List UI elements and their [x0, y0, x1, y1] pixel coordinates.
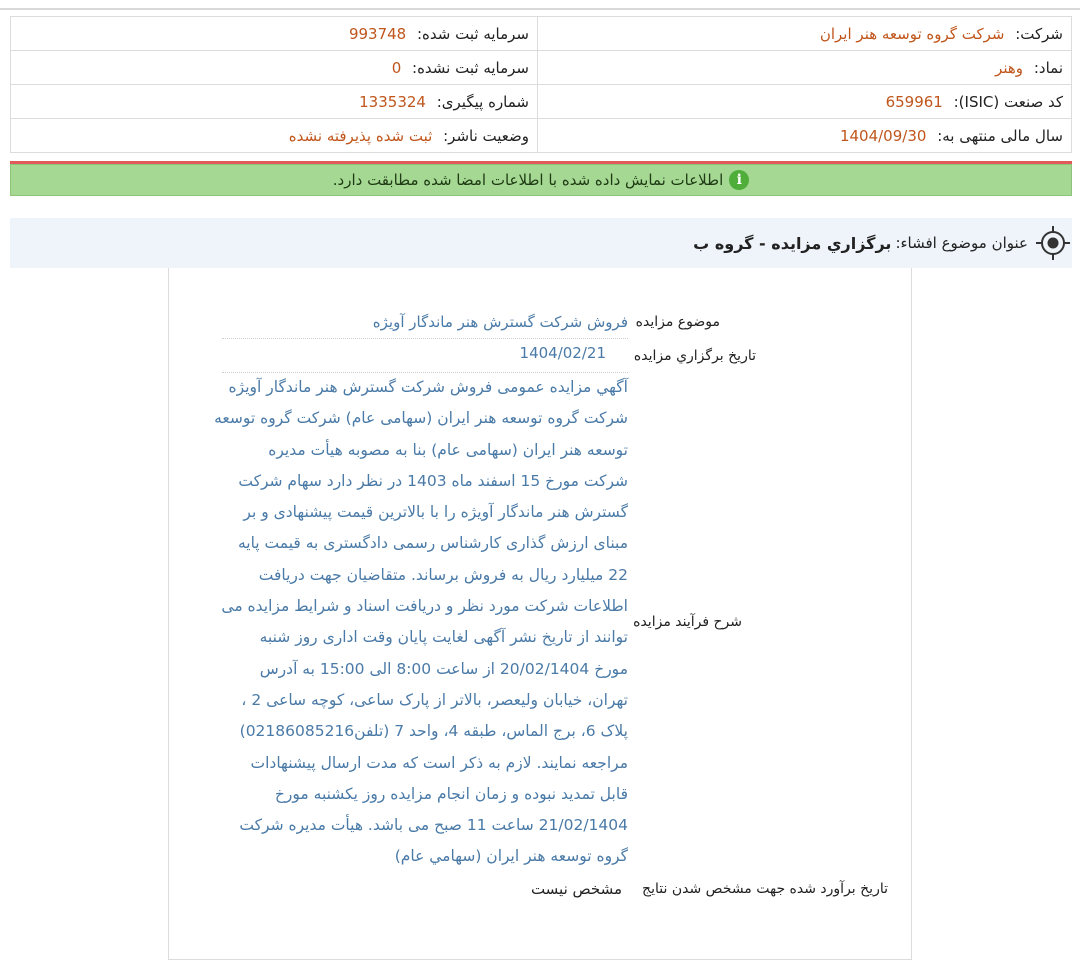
info-row-1 [11, 17, 1072, 51]
process-line: 22 میلیارد ریال به فروش برساند. متقاضیان جهت دریافت [258, 565, 628, 584]
process-line: 21/02/1404 ساعت 11 صبح می باشد. هیأت مدیره شرکت [239, 816, 628, 835]
symbol-cell [538, 51, 1072, 85]
result-date-value: مشخص نیست [530, 880, 622, 898]
process-line: آگهي مزايده عمومی فروش شرکت گسترش هنر ماندگار آويژه [228, 378, 628, 396]
auction-process-description [214, 372, 628, 873]
isic-cell [538, 85, 1072, 119]
top-divider [0, 8, 1080, 10]
publisher-status-cell [11, 119, 538, 153]
verification-notice [10, 164, 1072, 196]
process-line: شرکت گروه توسعه هنر ایران (سهامی عام) شرکت گروه توسعه [214, 409, 628, 428]
auction-process-label: شرح فرآیند مزایده [633, 614, 742, 630]
process-line: توسعه هنر ایران (سهامی عام) بنا به مصوبه هیأت مدیره [268, 440, 628, 459]
symbol-value[interactable]: وهنر [995, 58, 1024, 77]
subject-value: برگزاري مزايده - گروه ب [693, 233, 892, 253]
process-line: مراجعه نمایند. لازم به ذکر است که مدت ارسال پیشنهادات [250, 753, 628, 772]
auction-topic-value: فروش شرکت گسترش هنر ماندگار آویژه [372, 313, 628, 331]
symbol-label: نماد: [1033, 58, 1063, 77]
info-icon: i [729, 170, 749, 190]
auction-date-value: 1404/02/21 [519, 344, 606, 362]
company-info-table [10, 16, 1072, 153]
isic-value: 659961 [885, 92, 943, 111]
publisher-status-label: وضعیت ناشر: [443, 126, 529, 145]
auction-topic-label: موضوع مزایده [635, 314, 720, 330]
fiscal-year-cell [538, 119, 1072, 153]
verification-notice-text: اطلاعات نمایش داده شده با اطلاعات امضا شده مطابقت دارد. [332, 171, 724, 189]
fiscal-year-label: سال مالی منتهی به: [937, 126, 1063, 145]
process-line: گسترش هنر ماندگار آویژه را با بالاترین قیمت پیشنهادی و بر [243, 503, 628, 522]
row-separator [222, 338, 628, 339]
isic-label: کد صنعت (ISIC): [953, 92, 1063, 111]
process-line: مبنای ارزش گذاری کارشناس رسمی دادگستری به قیمت پایه [237, 534, 628, 553]
subject-label: عنوان موضوع افشاء: [895, 234, 1028, 252]
company-label: شرکت: [1015, 24, 1063, 43]
process-line: شرکت مورخ 15 اسفند ماه 1403 در نظر دارد سهام شرکت [238, 471, 628, 490]
process-line: قابل تمدید نبوده و زمان انجام مزایده روز یکشنبه مورخ [274, 784, 628, 803]
tracking-number-value: 1335324 [359, 92, 426, 111]
tracking-number-label: شماره پیگیری: [436, 92, 529, 111]
fiscal-year-value: 1404/09/30 [839, 126, 927, 145]
company-value[interactable]: شرکت گروه توسعه هنر ایران [819, 24, 1005, 43]
tracking-number-cell [11, 85, 538, 119]
process-line: توانند از تاریخ نشر آگهی لغایت پایان وقت اداری روز شنبه [259, 628, 628, 647]
info-row-2 [11, 51, 1072, 85]
unregistered-capital-value: 0 [391, 58, 402, 77]
process-line: پلاک 6، برج الماس، طبقه 4، واحد 7 (تلفن02186085216) [239, 722, 628, 741]
registered-capital-label: سرمایه ثبت شده: [417, 24, 529, 43]
company-cell [538, 17, 1072, 51]
info-row-4 [11, 119, 1072, 153]
unregistered-capital-cell [11, 51, 538, 85]
publisher-status-value: ثبت شده پذیرفته نشده [288, 126, 433, 145]
process-line: اطلاعات شرکت مورد نظر و دریافت اسناد و شرایط مزایده می [221, 597, 628, 616]
unregistered-capital-label: سرمایه ثبت نشده: [412, 58, 529, 77]
registered-capital-value: 993748 [348, 24, 407, 43]
crosshair-target-icon [1036, 226, 1070, 260]
process-line: گروه توسعه هنر ایران (سهامي عام) [394, 847, 628, 866]
process-line: مورخ 20/02/1404 از ساعت 8:00 الی 15:00 به آدرس [259, 659, 628, 678]
registered-capital-cell [11, 17, 538, 51]
info-row-3 [11, 85, 1072, 119]
auction-date-label: تاریخ برگزاري مزایده [633, 348, 756, 364]
result-date-label: تاریخ برآورد شده جهت مشخص شدن نتایج [642, 881, 888, 897]
process-line: تهران، خیابان ولیعصر، بالاتر از پارک ساعی، کوچه ساعی 2 ، [241, 690, 628, 709]
disclosure-subject-bar [10, 218, 1072, 268]
